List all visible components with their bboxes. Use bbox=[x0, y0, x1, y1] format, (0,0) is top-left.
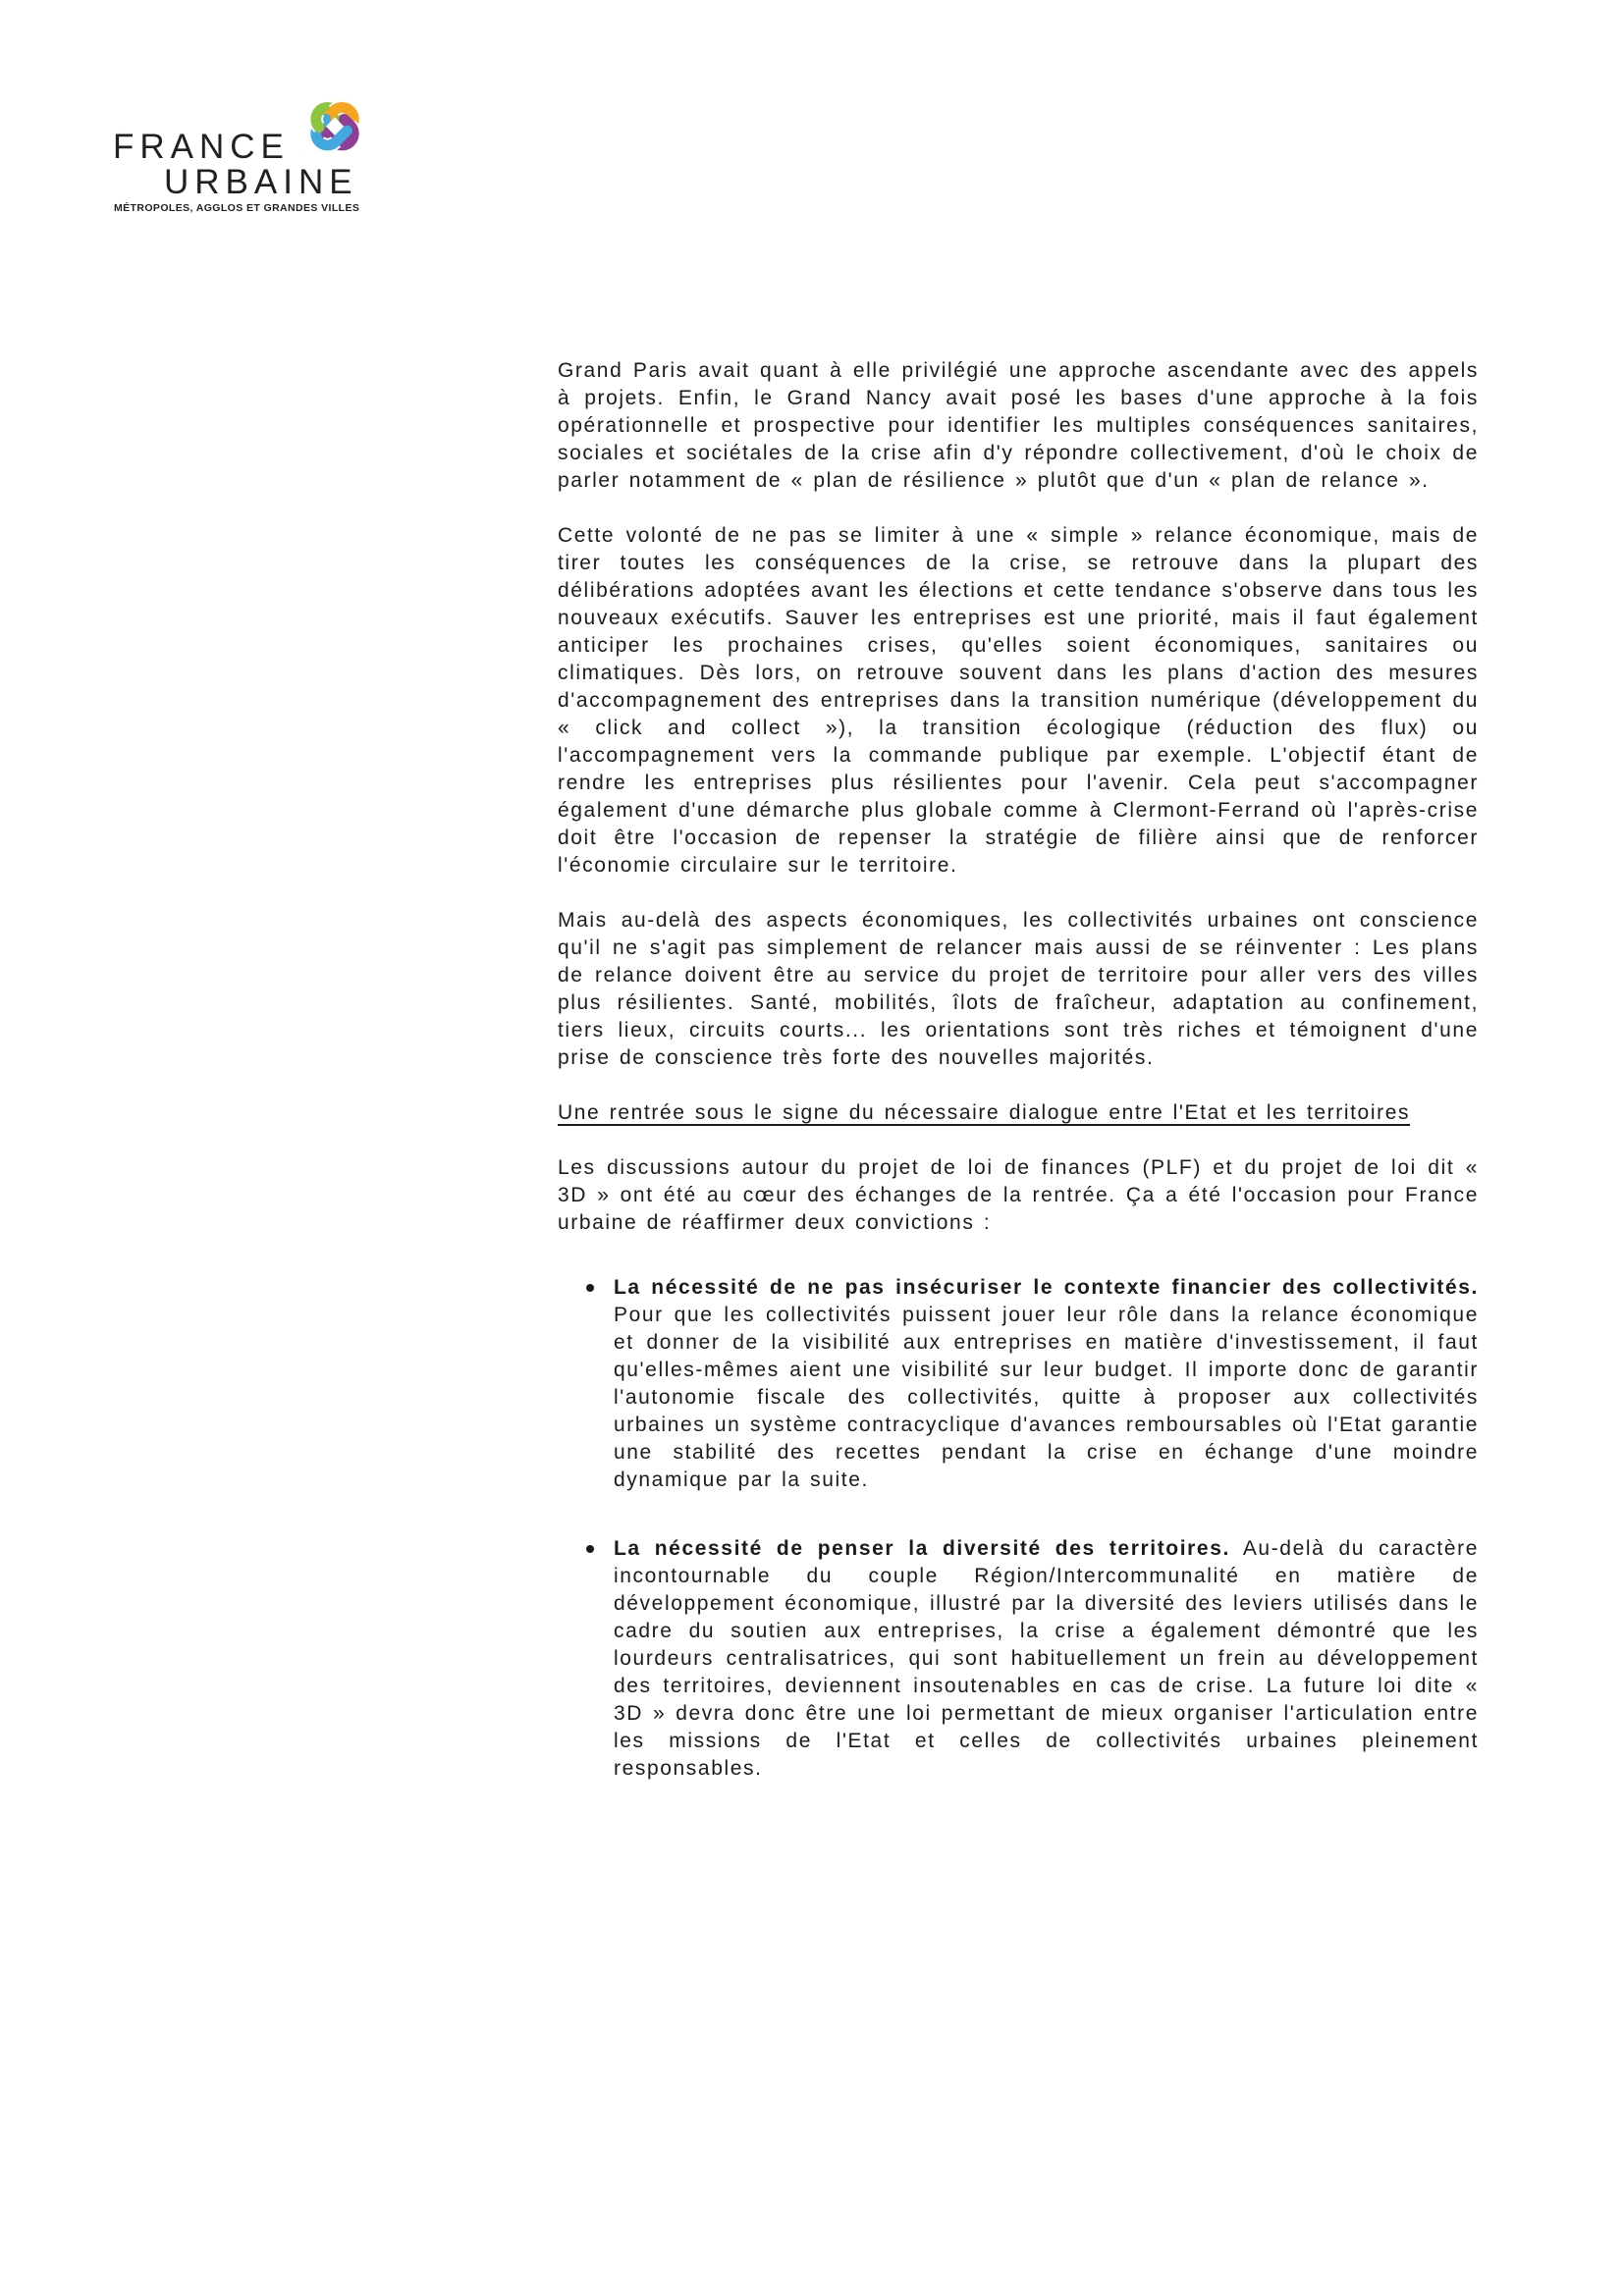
bullet-icon bbox=[586, 1545, 594, 1553]
paragraph-discussions-plf: Les discussions autour du projet de loi de finances (PLF) et du projet de loi dit « 3D » ont été au cœur des échanges de la rentrée. Ça a été l'occasion pour France urbaine de réaffirmer deux convictions : bbox=[558, 1156, 1479, 1234]
section-heading-rentree: Une rentrée sous le signe du nécessaire dialogue entre l'Etat et les territoires bbox=[558, 1101, 1411, 1124]
bullet-lead-bold: La nécessité de penser la diversité des territoires. bbox=[614, 1537, 1230, 1560]
paragraph-grand-paris: Grand Paris avait quant à elle privilégié une approche ascendante avec des appels à projets. Enfin, le Grand Nancy avait posé les bases d'une approche à la fois opérationnelle et prospective pour identifier les multiples conséquences sanitaires, sociales et sociétales de la crise afin d'y répondre collectivement, d'où le choix de parler notamment de « plan de résilience » plutôt que d'un « plan de relance ». bbox=[558, 359, 1479, 492]
france-urbaine-knot-icon bbox=[299, 90, 370, 161]
logo-wordmark-urbaine: URBAINE bbox=[164, 163, 358, 201]
document-body bbox=[558, 357, 1479, 1783]
bullet-icon bbox=[586, 1284, 594, 1292]
paragraph-cette-volonte: Cette volonté de ne pas se limiter à une « simple » relance économique, mais de tirer toutes les conséquences de la crise, se retrouve dans la plupart des délibérations adoptées avant les élections et cette tendance s'observe dans tous les nouveaux exécutifs. Sauver les entreprises est une priorité, mais il faut également anticiper les prochaines crises, qu'elles soient économiques, sanitaires ou climatiques. Dès lors, on retrouve souvent dans les plans d'action des mesures d'accompagnement des entreprises dans la transition numérique (développement du « click and collect »), la transition écologique (réduction des flux) ou l'accompagnement vers la commande publique par exemple. L'objectif étant de rendre les entreprises plus résilientes pour l'avenir. Cela peut s'accompagner également d'une démarche plus globale comme à Clermont-Ferrand où l'après-crise doit être l'occasion de repenser la stratégie de filière ainsi que de renforcer l'économie circulaire sur le territoire. bbox=[558, 524, 1479, 877]
logo-tagline: MÉTROPOLES, AGGLOS ET GRANDES VILLES bbox=[114, 202, 360, 214]
list-item-diversite-territoires bbox=[614, 1535, 1479, 1783]
france-urbaine-logo bbox=[113, 86, 378, 224]
convictions-list bbox=[558, 1274, 1479, 1783]
paragraph-au-dela-aspects: Mais au-delà des aspects économiques, les collectivités urbaines ont conscience qu'il ne s'agit pas simplement de relancer mais aussi de se réinventer : Les plans de relance doivent être au service du projet de territoire pour aller vers des villes plus résilientes. Santé, mobilités, îlots de fraîcheur, adaptation au confinement, tiers lieux, circuits courts... les orientations sont très riches et témoignent d'une prise de conscience très forte des nouvelles majorités. bbox=[558, 909, 1479, 1069]
list-item-contexte-financier bbox=[614, 1274, 1479, 1494]
logo-wordmark-france: FRANCE bbox=[113, 128, 290, 166]
bullet-lead-bold: La nécessité de ne pas insécuriser le contexte financier des collectivités. bbox=[614, 1276, 1479, 1299]
bullet-text: Au-delà du caractère incontournable du couple Région/Intercommunalité en matière de développement économique, illustré par la diversité des leviers utilisés dans le cadre du soutien aux entreprises, la crise a également démontré que les lourdeurs centralisatrices, qui sont habituellement un frein au développement des territoires, deviennent insoutenables en cas de crise. La future loi dite « 3D » devra donc être une loi permettant de mieux organiser l'articulation entre les missions de l'Etat et celles de collectivités urbaines pleinement responsables. bbox=[614, 1537, 1480, 1780]
bullet-text: Pour que les collectivités puissent jouer leur rôle dans la relance économique et donner de la visibilité aux entreprises en matière d'investissement, il faut qu'elles-mêmes aient une visibilité sur leur budget. Il importe donc de garantir l'autonomie fiscale des collectivités, quitte à proposer aux collectivités urbaines un système contracyclique d'avances remboursables où l'Etat garantie une stabilité des recettes pendant la crise en échange d'une moindre dynamique par la suite. bbox=[614, 1304, 1479, 1491]
